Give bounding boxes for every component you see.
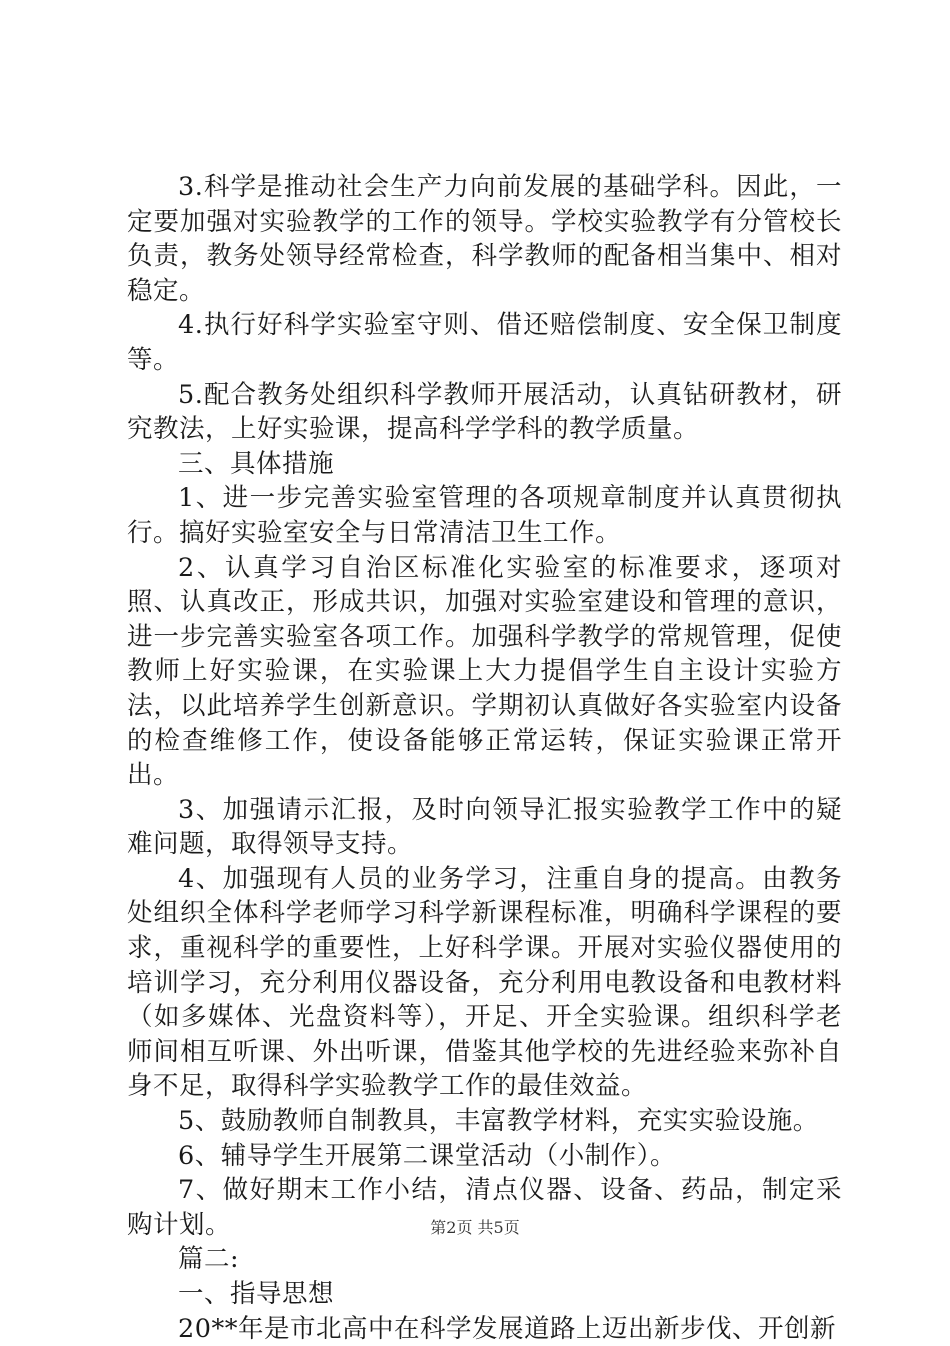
measure-item-6: 6、辅导学生开展第二课堂活动（小制作）。 [178,1140,676,1171]
paragraph-lab-leadership: 3.科学是推动社会生产力向前发展的基础学科。因此，一定要加强对实验教学的工作的领导。学校实验教学有分管校长负责，教务处领导经常检查，科学教师的配备相当集中、相对稳定。 [127,172,842,306]
section-heading-guiding-ideology: 一、指导思想 [178,1279,335,1309]
section-heading-measures: 三、具体措施 [178,448,335,479]
page-number-footer: 第2页 共5页 [430,1218,520,1237]
measure-item-1: 1、进一步完善实验室管理的各项规章制度并认真贯彻执行。搞好实验室安全与日常清洁卫生工作。 [127,483,842,548]
part-two-heading: 篇二: [178,1244,240,1275]
measure-item-3: 3、加强请示汇报，及时向领导汇报实验教学工作中的疑难问题，取得领导支持。 [127,794,842,860]
measure-item-7: 7、做好期末工作小结，清点仪器、设备、药品，制定采购计划。 [127,1175,842,1240]
paragraph-lab-rules: 4.执行好科学实验室守则、借还赔偿制度、安全保卫制度等。 [127,310,842,375]
document-body [127,170,842,1346]
measure-item-5: 5、鼓励教师自制教具，丰富教学材料，充实实验设施。 [178,1106,819,1137]
paragraph-guiding-ideology: 20**年是市北高中在科学发展道路上迈出新步伐、开创新 [178,1313,836,1344]
measure-item-4: 4、加强现有人员的业务学习，注重自身的提高。由教务处组织全体科学老师学习科学新课程标准，明确科学课程的要求，重视科学的重要性，上好科学课。开展对实验仪器使用的培训学习，充分利用仪器设备，充分利用电教设备和电教材料（如多媒体、光盘资料等），开足、开全实验课。组织科学老师间相互听课、外出听课，借鉴其他学校的先进经验来弥补自身不足，取得科学实验教学工作的最佳效益。 [127,863,842,1102]
paragraph-cooperate-teaching: 5.配合教务处组织科学教师开展活动，认真钻研教材，研究教法，上好实验课，提高科学学科的教学质量。 [127,379,842,445]
measure-item-2: 2、认真学习自治区标准化实验室的标准要求，逐项对照、认真改正，形成共识，加强对实验室建设和管理的意识，进一步完善实验室各项工作。加强科学教学的常规管理，促使教师上好实验课，在实验课上大力提倡学生自主设计实验方法，以此培养学生创新意识。学期初认真做好各实验室内设备的检查维修工作，使设备能够正常运转，保证实验课正常开出。 [127,552,842,791]
